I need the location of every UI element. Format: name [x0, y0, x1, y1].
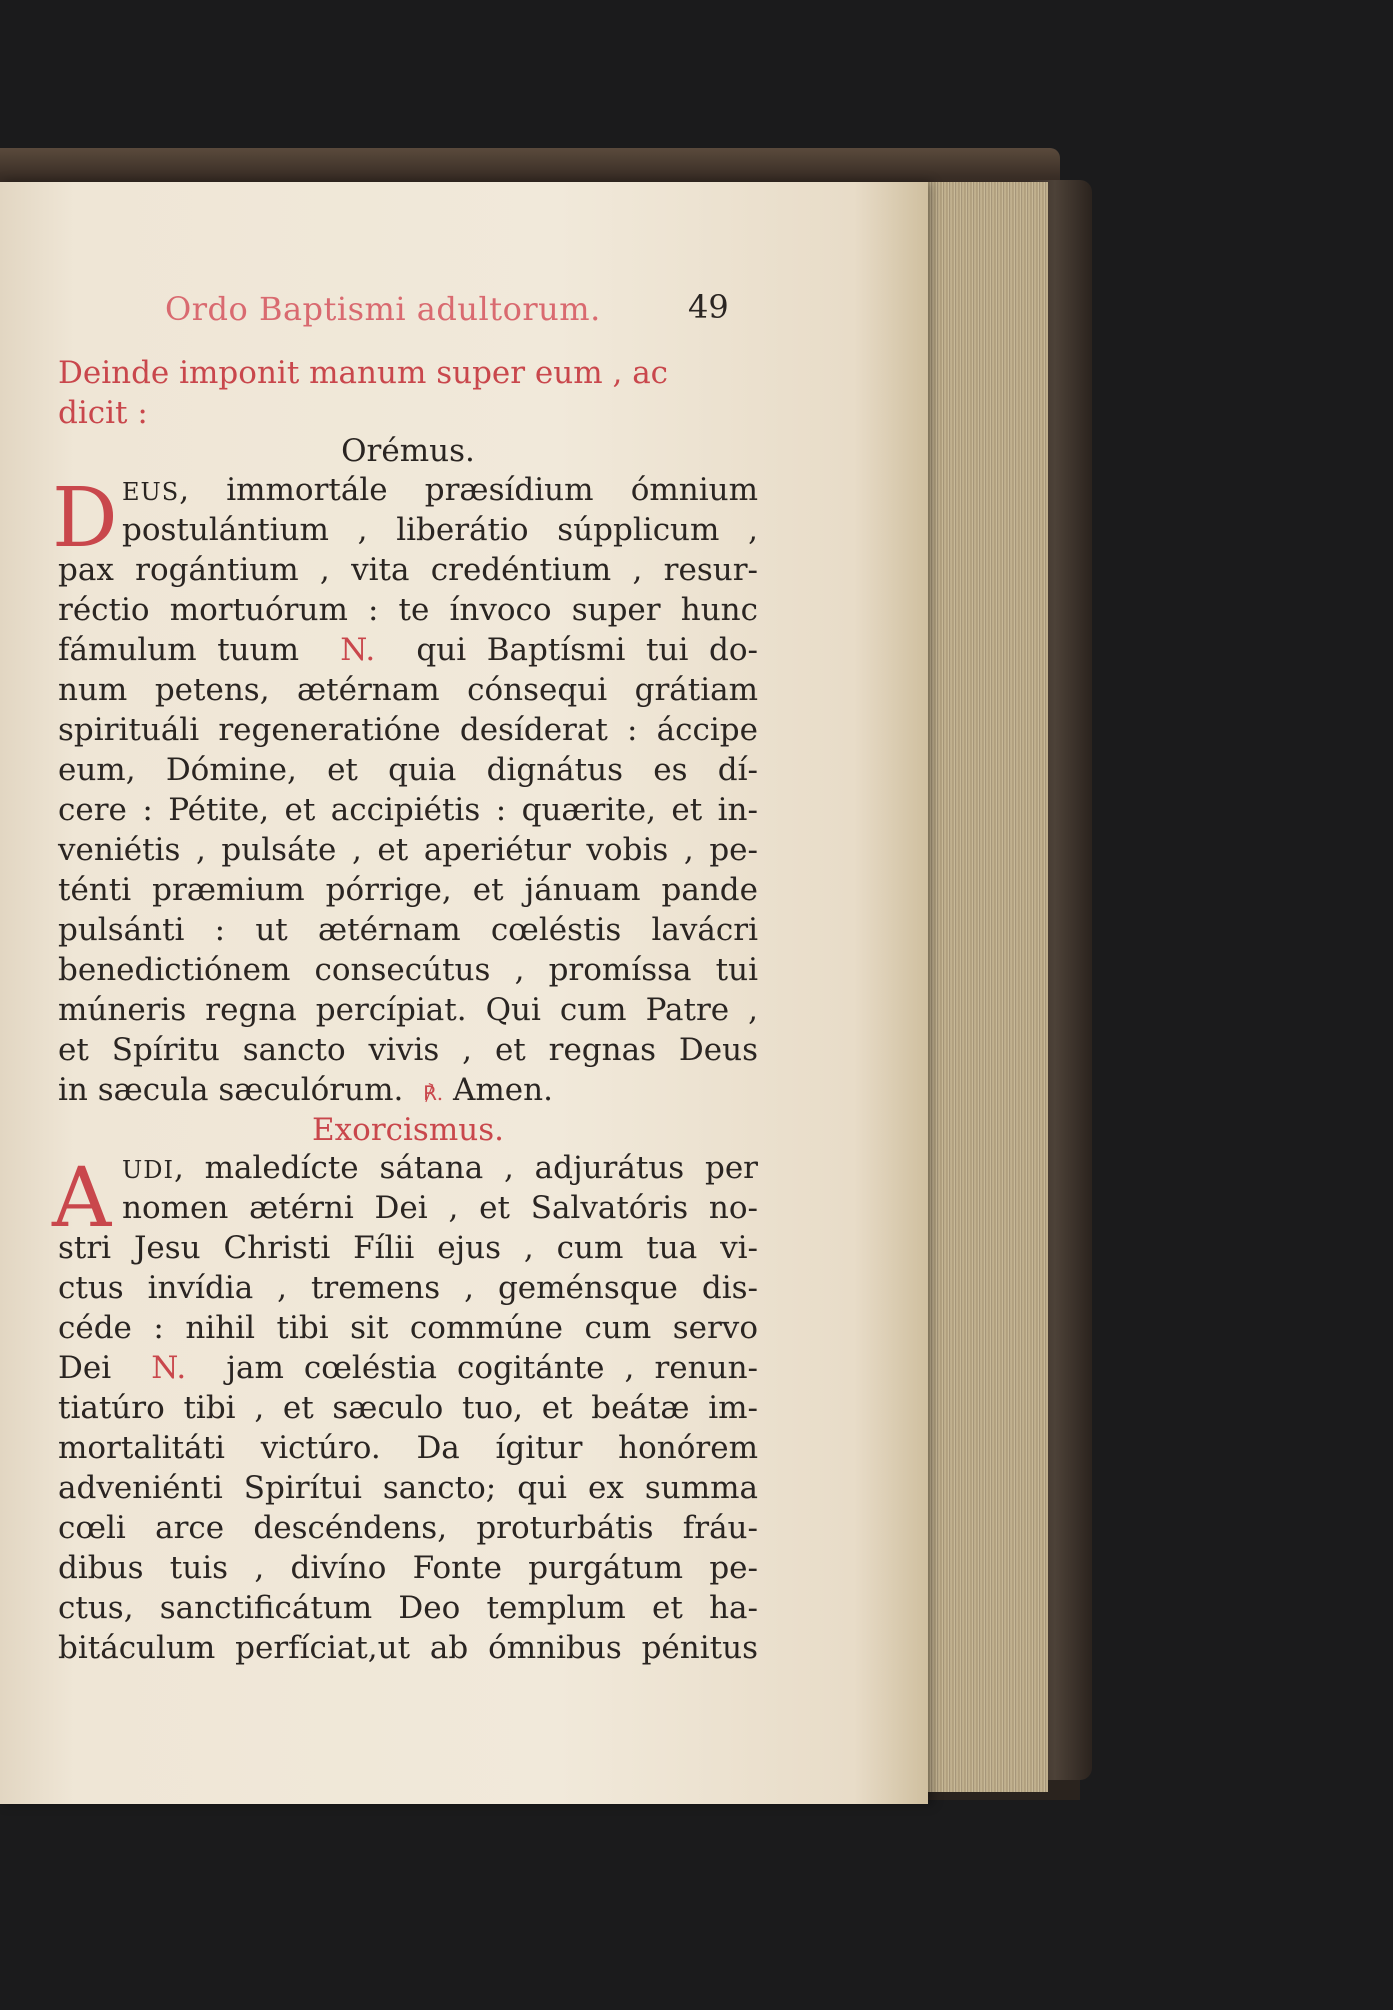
- exorcism-line: cœli arce descéndens, proturbátis fráu-: [58, 1510, 758, 1546]
- exorcism-line: tiatúro tibi , et sæculo tuo, et beátæ im-: [58, 1390, 758, 1426]
- prayer-line-last: in sæcula sæculórum. ℟. Amen.: [58, 1072, 553, 1108]
- oremus-text: Orémus.: [341, 433, 475, 469]
- page-number: 49: [688, 288, 729, 326]
- exorcism-line: céde : nihil tibi sit commúne cum servo: [58, 1310, 758, 1346]
- prayer-line: múneris regna percípiat. Qui cum Patre ,: [58, 992, 758, 1028]
- prayer-line: num petens, ætérnam cónsequi grátiam: [58, 672, 758, 708]
- oremus-heading: [58, 433, 758, 469]
- prayer-line: veniétis , pulsáte , et aperiétur vobis , pe-: [58, 832, 758, 868]
- name-mark: N.: [340, 632, 376, 668]
- exorcism-line: dibus tuis , divíno Fonte purgátum pe-: [58, 1550, 758, 1586]
- exorcism-line: stri Jesu Christi Fílii ejus , cum tua vi-: [58, 1230, 758, 1266]
- prayer-line: EUS, immortále præsídium ómnium: [122, 472, 758, 508]
- name-mark: N.: [151, 1350, 187, 1386]
- prayer-line: réctio mortuórum : te ínvoco super hunc: [58, 592, 758, 628]
- response-mark: ℟.: [423, 1081, 444, 1105]
- prayer-first-word: EUS: [122, 478, 180, 506]
- rubric-line-1: Deinde imponit manum super eum , ac: [58, 355, 669, 391]
- prayer-line: postulántium , liberátio súpplicum ,: [122, 512, 758, 548]
- exorcism-dropcap: A: [52, 1151, 112, 1246]
- exorcism-line: bitáculum perfíciat,ut ab ómnibus pénitus: [58, 1630, 758, 1666]
- exorcism-first-word: UDI: [122, 1156, 174, 1184]
- exorcism-line: adveniénti Spirítui sancto; qui ex summa: [58, 1470, 758, 1506]
- prayer-line: spirituáli regeneratióne desíderat : áccipe: [58, 712, 758, 748]
- page-stack-edge: [910, 182, 1048, 1792]
- prayer-dropcap: D: [52, 471, 118, 566]
- section-title: Exorcismus.: [312, 1112, 504, 1148]
- rubric-line-2: dicit :: [58, 395, 148, 431]
- prayer-line: ténti præmium pórrige, et jánuam pande: [58, 872, 758, 908]
- exorcism-line: UDI, maledícte sátana , adjurátus per: [122, 1150, 758, 1186]
- exorcism-line: mortalitáti victúro. Da ígitur honórem: [58, 1430, 758, 1466]
- prayer-line: fámulum tuum N. qui Baptísmi tui do-: [58, 632, 758, 668]
- running-header: Ordo Baptismi adultorum.: [165, 290, 601, 328]
- prayer-line: cere : Pétite, et accipiétis : quærite, et in-: [58, 792, 758, 828]
- exorcism-line: ctus invídia , tremens , geménsque dis-: [58, 1270, 758, 1306]
- prayer-line: eum, Dómine, et quia dignátus es dí-: [58, 752, 758, 788]
- exorcism-line: ctus, sanctificátum Deo templum et ha-: [58, 1590, 758, 1626]
- prayer-line: pulsánti : ut ætérnam cœléstis lavácri: [58, 912, 758, 948]
- exorcism-line: Dei N. jam cœléstia cogitánte , renun-: [58, 1350, 759, 1386]
- prayer-line: benedictiónem consecútus , promíssa tui: [58, 952, 758, 988]
- prayer-line: pax rogántium , vita credéntium , resur-: [58, 552, 758, 588]
- prayer-line: et Spíritu sancto vivis , et regnas Deus: [58, 1032, 758, 1068]
- exorcism-line: nomen ætérni Dei , et Salvatóris no-: [122, 1190, 758, 1226]
- amen: Amen.: [452, 1072, 553, 1108]
